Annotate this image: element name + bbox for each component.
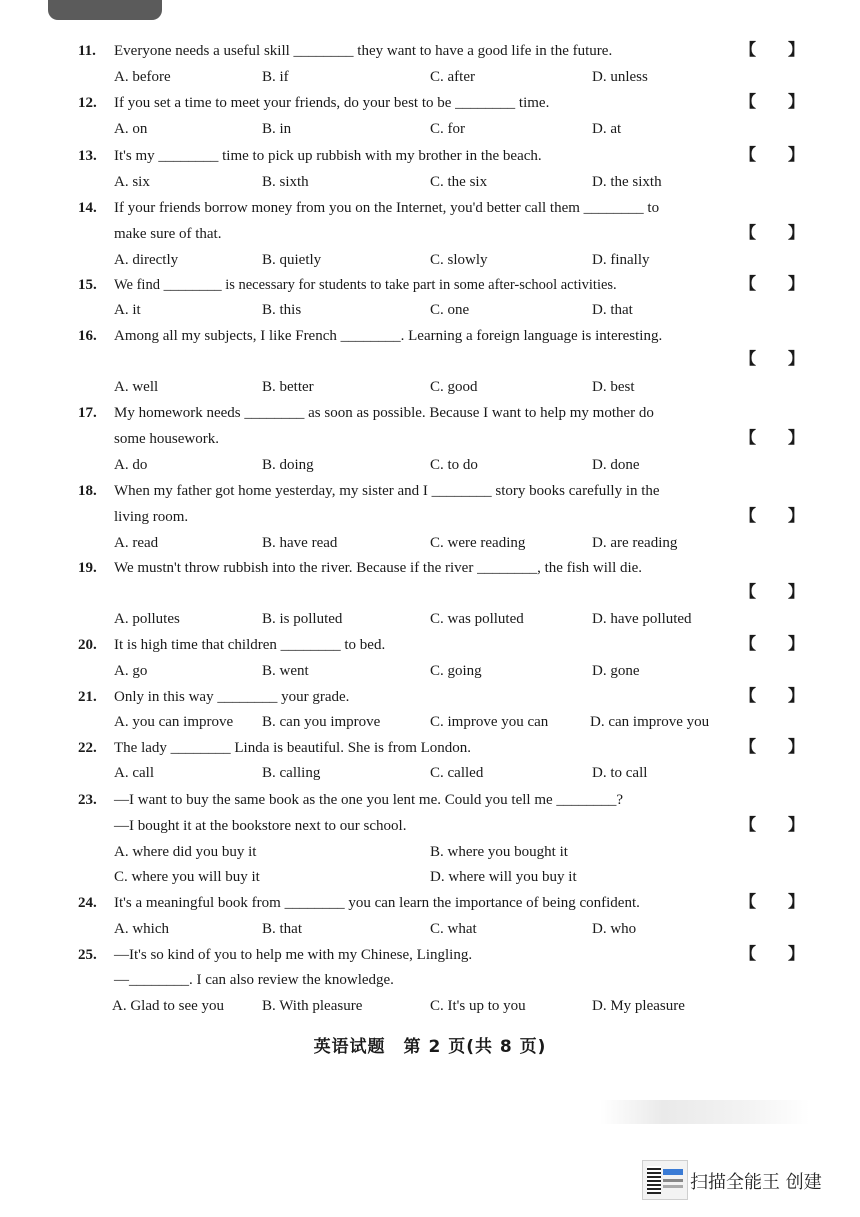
question-text: —It's so kind of you to help me with my Chinese, Lingling. <box>114 947 473 963</box>
option-d: D. gone <box>592 663 640 679</box>
answer-bracket[interactable]: 【 】 <box>740 351 819 368</box>
option-a: A. read <box>114 535 159 551</box>
option-a: A. Glad to see you <box>112 998 225 1014</box>
option-b: B. doing <box>262 457 314 473</box>
option-c: C. good <box>430 379 478 395</box>
question-text: My homework needs ________ as soon as possible. Because I want to help my mother do <box>114 405 654 421</box>
answer-bracket[interactable]: 【 】 <box>740 894 819 911</box>
option-a: A. before <box>114 69 171 85</box>
question-text: It is high time that children ________ to bed. <box>114 637 386 653</box>
answer-bracket[interactable]: 【 】 <box>740 584 819 601</box>
page-footer: 英语试题 第 2 页(共 8 页) <box>313 1037 547 1057</box>
question-number: 22. <box>78 740 97 756</box>
question-number: 20. <box>78 637 97 653</box>
answer-bracket[interactable]: 【 】 <box>740 508 819 525</box>
option-c: C. to do <box>430 457 478 473</box>
option-b: B. in <box>262 121 292 137</box>
option-d: D. where will you buy it <box>430 869 577 885</box>
option-b: B. have read <box>262 535 338 551</box>
option-b: B. this <box>262 302 302 318</box>
answer-bracket[interactable]: 【 】 <box>740 688 819 705</box>
option-c: C. called <box>430 765 484 781</box>
question-number: 24. <box>78 895 97 911</box>
option-b: B. With pleasure <box>262 998 363 1014</box>
answer-bracket[interactable]: 【 】 <box>740 817 819 834</box>
option-c: C. for <box>430 121 465 137</box>
watermark-text: 扫描全能王 创建 <box>690 1172 822 1193</box>
question-text: Only in this way ________ your grade. <box>114 689 350 705</box>
option-d: D. that <box>592 302 633 318</box>
option-c: C. improve you can <box>430 714 549 730</box>
option-d: D. are reading <box>592 535 678 551</box>
question-text-continued: make sure of that. <box>114 226 222 242</box>
qr-code-logo-icon <box>642 1160 688 1200</box>
option-a: A. where did you buy it <box>114 844 257 860</box>
option-b: B. is polluted <box>262 611 343 627</box>
question-number: 23. <box>78 792 97 808</box>
option-b: B. went <box>262 663 309 679</box>
option-b: B. better <box>262 379 314 395</box>
option-d: D. My pleasure <box>592 998 685 1014</box>
question-text-continued: —I bought it at the bookstore next to our school. <box>114 818 407 834</box>
question-text: If your friends borrow money from you on the Internet, you'd better call them ________ to <box>114 200 660 216</box>
question-number: 19. <box>78 560 97 576</box>
scanner-watermark <box>642 1160 842 1200</box>
question-number: 18. <box>78 483 97 499</box>
answer-bracket[interactable]: 【 】 <box>740 276 819 293</box>
option-d: D. unless <box>592 69 648 85</box>
question-number: 13. <box>78 148 97 164</box>
question-number: 17. <box>78 405 97 421</box>
option-c: C. one <box>430 302 470 318</box>
question-text: The lady ________ Linda is beautiful. She is from London. <box>114 740 472 756</box>
option-d: D. have polluted <box>592 611 692 627</box>
option-b: B. calling <box>262 765 321 781</box>
option-a: A. on <box>114 121 148 137</box>
option-a: A. six <box>114 174 150 190</box>
option-b: B. if <box>262 69 289 85</box>
option-c: C. after <box>430 69 475 85</box>
option-a: A. go <box>114 663 148 679</box>
answer-bracket[interactable]: 【 】 <box>740 225 819 242</box>
option-c: C. were reading <box>430 535 526 551</box>
option-c: C. the six <box>430 174 488 190</box>
answer-bracket[interactable]: 【 】 <box>740 946 819 963</box>
option-a: A. directly <box>114 252 179 268</box>
question-text: —I want to buy the same book as the one you lent me. Could you tell me ________? <box>114 792 624 808</box>
option-a: A. do <box>114 457 148 473</box>
option-c: C. what <box>430 921 477 937</box>
option-d: D. done <box>592 457 640 473</box>
question-number: 16. <box>78 328 97 344</box>
option-a: A. you can improve <box>114 714 234 730</box>
question-text: Everyone needs a useful skill ________ they want to have a good life in the future. <box>114 43 613 59</box>
question-number: 11. <box>78 43 96 59</box>
option-a: A. call <box>114 765 154 781</box>
question-number: 25. <box>78 947 97 963</box>
top-tab-decoration <box>48 0 162 20</box>
option-c: C. where you will buy it <box>114 869 260 885</box>
answer-bracket[interactable]: 【 】 <box>740 42 819 59</box>
question-number: 12. <box>78 95 97 111</box>
option-a: A. it <box>114 302 141 318</box>
option-c: C. slowly <box>430 252 488 268</box>
option-b: B. where you bought it <box>430 844 568 860</box>
question-text: It's a meaningful book from ________ you can learn the importance of being confident. <box>114 895 640 911</box>
question-text: It's my ________ time to pick up rubbish with my brother in the beach. <box>114 148 542 164</box>
question-text: We find ________ is necessary for students to take part in some after-school activities. <box>114 277 617 293</box>
answer-bracket[interactable]: 【 】 <box>740 94 819 111</box>
option-d: D. best <box>592 379 635 395</box>
scan-smudge <box>600 1100 810 1124</box>
question-text-continued: living room. <box>114 509 189 525</box>
question-text: When my father got home yesterday, my sister and I ________ story books carefully in the <box>114 483 660 499</box>
option-d: D. can improve you <box>590 714 710 730</box>
question-number: 21. <box>78 689 97 705</box>
question-text: Among all my subjects, I like French ________. Learning a foreign language is interesting. <box>114 328 663 344</box>
option-d: D. to call <box>592 765 648 781</box>
answer-bracket[interactable]: 【 】 <box>740 147 819 164</box>
question-number: 15. <box>78 277 97 293</box>
option-c: C. going <box>430 663 482 679</box>
option-d: D. finally <box>592 252 650 268</box>
answer-bracket[interactable]: 【 】 <box>740 739 819 756</box>
option-b: B. that <box>262 921 302 937</box>
question-text: If you set a time to meet your friends, do your best to be ________ time. <box>114 95 550 111</box>
option-a: A. well <box>114 379 159 395</box>
answer-bracket[interactable]: 【 】 <box>740 430 819 447</box>
option-d: D. at <box>592 121 622 137</box>
option-c: C. It's up to you <box>430 998 526 1014</box>
option-a: A. pollutes <box>114 611 180 627</box>
option-c: C. was polluted <box>430 611 524 627</box>
answer-bracket[interactable]: 【 】 <box>740 636 819 653</box>
option-d: D. who <box>592 921 637 937</box>
question-text-continued: —________. I can also review the knowledge. <box>114 972 394 988</box>
option-d: D. the sixth <box>592 174 662 190</box>
option-b: B. sixth <box>262 174 309 190</box>
option-a: A. which <box>114 921 169 937</box>
option-b: B. can you improve <box>262 714 381 730</box>
question-text: We mustn't throw rubbish into the river. Because if the river ________, the fish will die. <box>114 560 643 576</box>
option-b: B. quietly <box>262 252 322 268</box>
question-number: 14. <box>78 200 97 216</box>
question-text-continued: some housework. <box>114 431 219 447</box>
